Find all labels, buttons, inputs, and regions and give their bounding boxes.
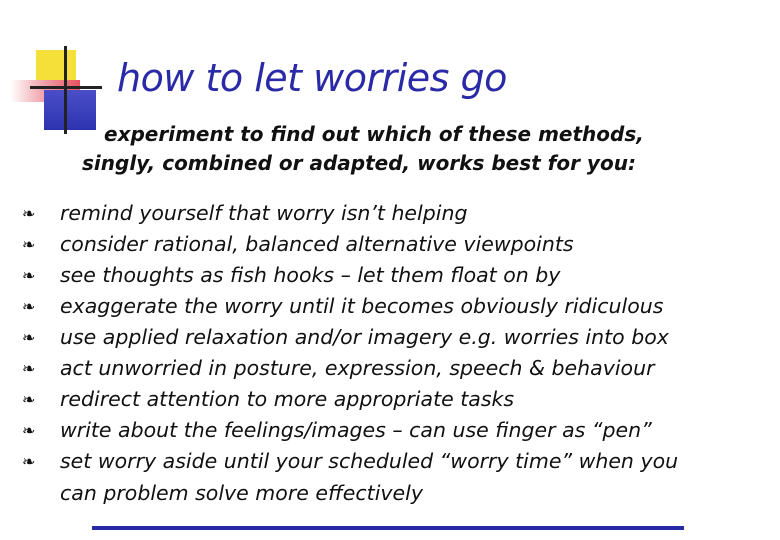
horizontal-line: [30, 86, 102, 89]
subtitle-line-2: singly, combined or adapted, works best for you:: [82, 151, 636, 175]
swirl-bullet-icon: ❧: [22, 452, 36, 471]
bullet-continuation: can problem solve more effectively: [60, 481, 423, 505]
bottom-rule: [92, 526, 684, 530]
blue-square: [44, 90, 96, 130]
subtitle-line-1: experiment to find out which of these methods,: [104, 122, 644, 146]
swirl-bullet-icon: ❧: [22, 421, 36, 440]
swirl-bullet-icon: ❧: [22, 390, 36, 409]
slide-title: how to let worries go: [117, 56, 507, 100]
swirl-bullet-icon: ❧: [22, 328, 36, 347]
swirl-bullet-icon: ❧: [22, 359, 36, 378]
swirl-bullet-icon: ❧: [22, 204, 36, 223]
swirl-bullet-icon: ❧: [22, 266, 36, 285]
vertical-line: [64, 46, 67, 134]
swirl-bullet-icon: ❧: [22, 297, 36, 316]
swirl-bullet-icon: ❧: [22, 235, 36, 254]
